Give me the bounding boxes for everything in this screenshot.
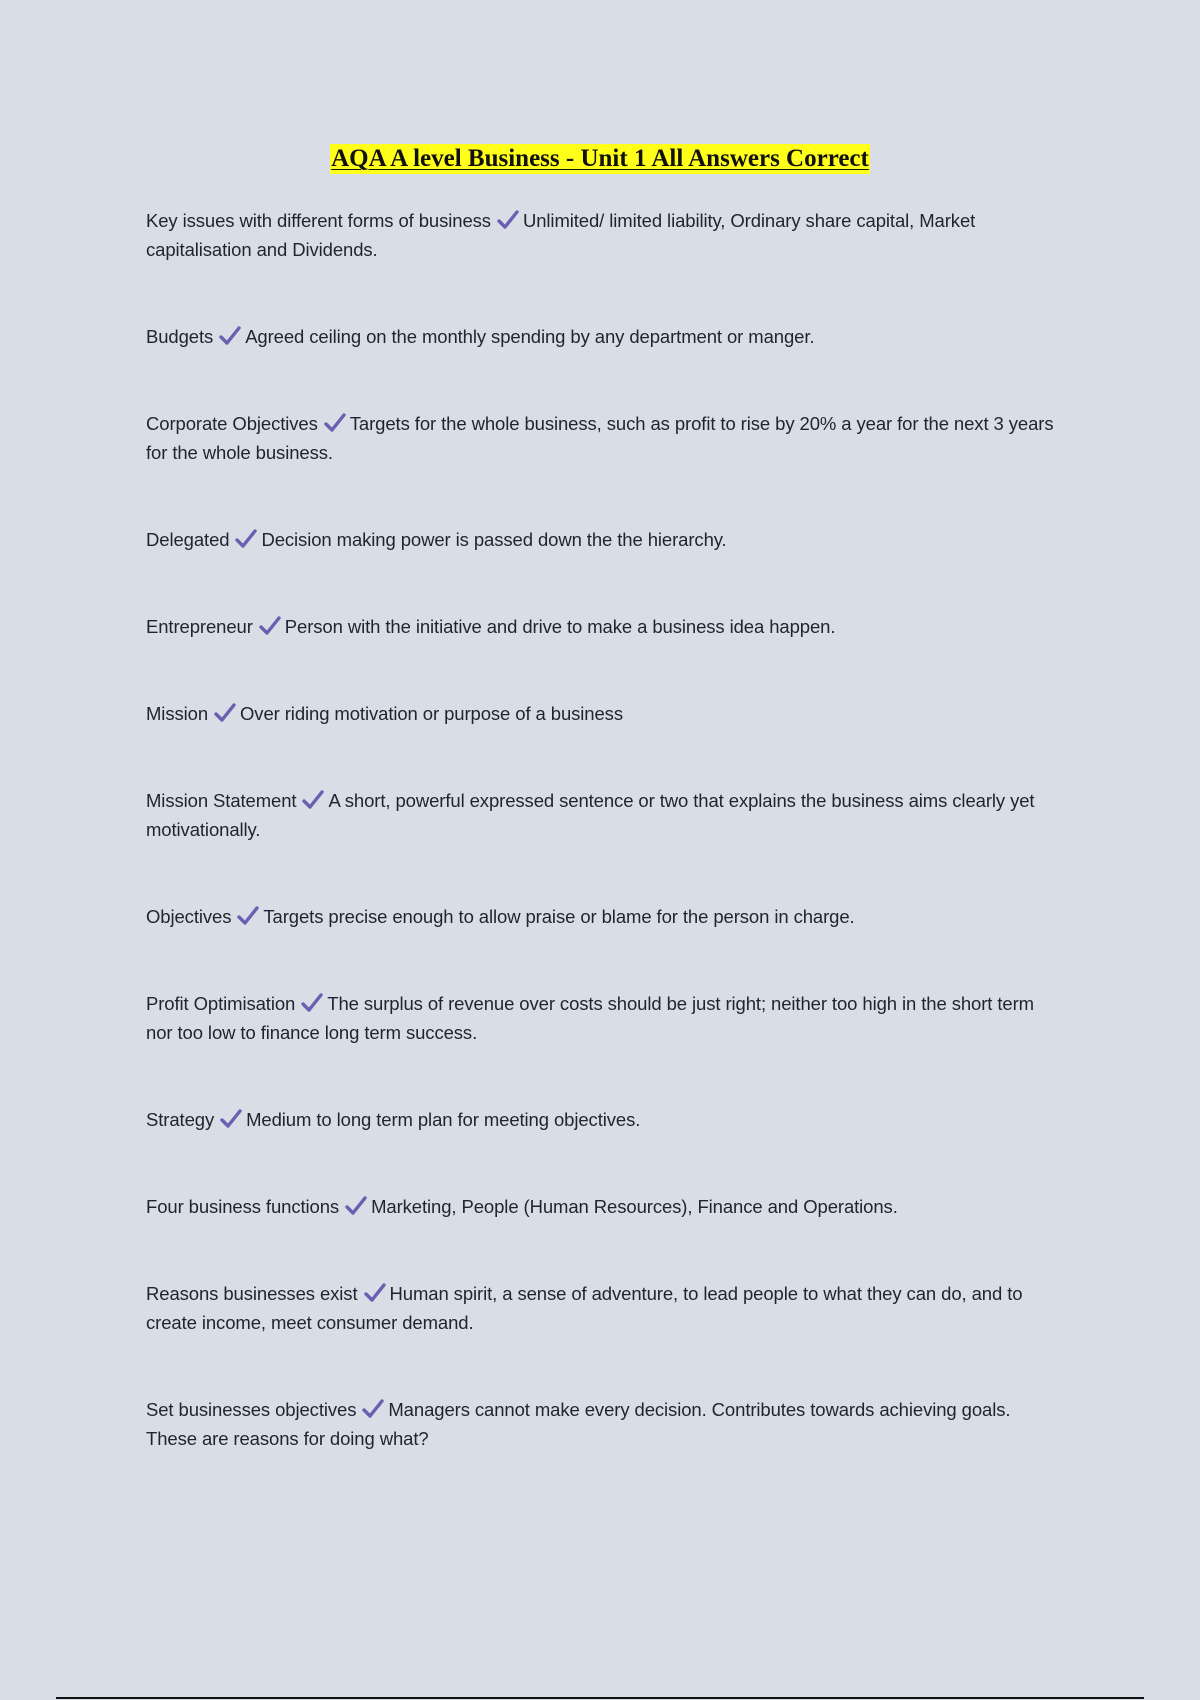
list-item <box>146 1105 1056 1134</box>
list-item <box>146 699 1056 728</box>
entry-answer: The surplus of revenue over costs should be just right; neither too high in the short term nor too low to finance long term success. <box>146 993 1034 1043</box>
list-item <box>146 525 1056 554</box>
list-item <box>146 786 1056 844</box>
check-mark-icon <box>259 616 281 636</box>
entry-term: Budgets <box>146 326 214 347</box>
entry-term: Mission Statement <box>146 790 297 811</box>
entry-answer: Over riding motivation or purpose of a business <box>240 703 623 724</box>
check-mark-icon <box>235 529 257 549</box>
check-mark-icon <box>301 993 323 1013</box>
page-bottom-rule <box>56 1697 1144 1699</box>
check-mark-icon <box>220 1109 242 1129</box>
check-mark-icon <box>219 326 241 346</box>
check-mark-icon <box>345 1196 367 1216</box>
check-mark-icon <box>302 790 324 810</box>
entries-list <box>146 206 1056 1511</box>
list-item <box>146 1395 1056 1453</box>
document-title: AQA A level Business - Unit 1 All Answers Correct <box>331 145 869 172</box>
entry-term: Corporate Objectives <box>146 413 318 434</box>
entry-answer: Marketing, People (Human Resources), Finance and Operations. <box>371 1196 898 1217</box>
entry-term: Delegated <box>146 529 230 550</box>
list-item <box>146 1192 1056 1221</box>
list-item <box>146 206 1056 264</box>
entry-answer: Targets for the whole business, such as profit to rise by 20% a year for the next 3 years for the whole business. <box>146 413 1054 463</box>
entry-term: Four business functions <box>146 1196 340 1217</box>
check-mark-icon <box>237 906 259 926</box>
entry-term: Profit Optimisation <box>146 993 296 1014</box>
check-mark-icon <box>324 413 346 433</box>
check-mark-icon <box>362 1399 384 1419</box>
entry-answer: Human spirit, a sense of adventure, to lead people to what they can do, and to create income, meet consumer demand. <box>146 1283 1023 1333</box>
entry-term: Mission <box>146 703 209 724</box>
entry-answer: Decision making power is passed down the the hierarchy. <box>261 529 727 550</box>
list-item <box>146 409 1056 467</box>
entry-answer: Targets precise enough to allow praise or blame for the person in charge. <box>263 906 855 927</box>
list-item <box>146 902 1056 931</box>
entry-term: Key issues with different forms of business <box>146 210 491 231</box>
entry-term: Objectives <box>146 906 232 927</box>
list-item <box>146 989 1056 1047</box>
entry-answer: Unlimited/ limited liability, Ordinary share capital, Market capitalisation and Dividends. <box>146 210 976 260</box>
entry-term: Strategy <box>146 1109 215 1130</box>
check-mark-icon <box>214 703 236 723</box>
list-item <box>146 1279 1056 1337</box>
entry-term: Entrepreneur <box>146 616 253 637</box>
entry-term: Reasons businesses exist <box>146 1283 358 1304</box>
check-mark-icon <box>497 210 519 230</box>
check-mark-icon <box>364 1283 386 1303</box>
entry-answer: Medium to long term plan for meeting objectives. <box>246 1109 641 1130</box>
entry-answer: Agreed ceiling on the monthly spending by any department or manger. <box>245 326 815 347</box>
entry-answer: Person with the initiative and drive to make a business idea happen. <box>284 616 836 637</box>
entry-term: Set businesses objectives <box>146 1399 357 1420</box>
list-item <box>146 322 1056 351</box>
entry-answer: Managers cannot make every decision. Contributes towards achieving goals. These are reasons for doing what? <box>146 1399 1011 1449</box>
list-item <box>146 612 1056 641</box>
title-container <box>0 144 1200 174</box>
entry-answer: A short, powerful expressed sentence or two that explains the business aims clearly yet motivationally. <box>146 790 1035 840</box>
